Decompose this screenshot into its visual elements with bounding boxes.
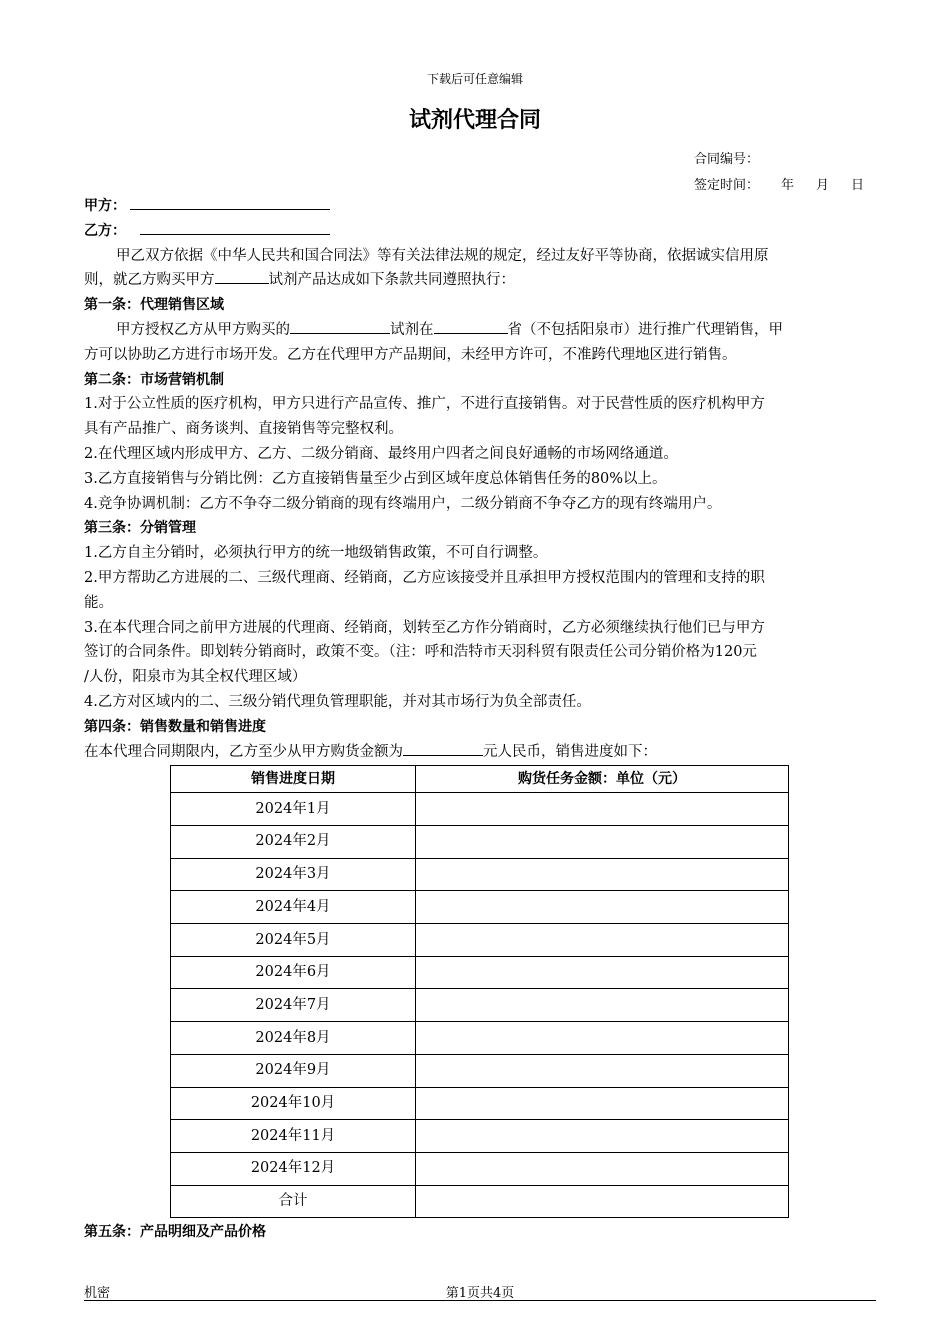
article-5-title: 第五条：产品明细及产品价格 bbox=[84, 1224, 266, 1241]
row-amount-cell[interactable] bbox=[416, 891, 789, 924]
article-3-line: 签订的合同条件。即划转分销商时，政策不变。（注：呼和浩特市天羽科贸有限责任公司分销价格为120元 bbox=[84, 644, 757, 661]
row-total-label: 合计 bbox=[171, 1185, 416, 1218]
table-row bbox=[171, 858, 789, 891]
row-date: 2024年9月 bbox=[171, 1054, 416, 1087]
row-date: 2024年2月 bbox=[171, 826, 416, 859]
row-amount-cell[interactable] bbox=[416, 1054, 789, 1087]
table-row bbox=[171, 1087, 789, 1120]
party-a-blank[interactable] bbox=[130, 194, 330, 210]
article-2-line: 3.乙方直接销售与分销比例：乙方直接销售量至少占到区域年度总体销售任务的80%以上。 bbox=[84, 470, 667, 487]
article-3-title: 第三条：分销管理 bbox=[84, 520, 196, 537]
art4-text-b: 元人民币，销售进度如下： bbox=[483, 743, 657, 760]
row-amount-cell[interactable] bbox=[416, 1022, 789, 1055]
table-row bbox=[171, 1054, 789, 1087]
table-row bbox=[171, 1120, 789, 1153]
province-blank[interactable] bbox=[434, 318, 508, 334]
sign-date-day: 日 bbox=[851, 178, 865, 193]
sales-schedule-table bbox=[170, 765, 789, 1218]
article-1-line-2: 方可以协助乙方进行市场开发。乙方在代理甲方产品期间，未经甲方许可，不准跨代理地区进行销售。 bbox=[84, 346, 737, 363]
row-amount-cell[interactable] bbox=[416, 989, 789, 1022]
row-date: 2024年1月 bbox=[171, 793, 416, 826]
article-3-line: 4.乙方对区域内的二、三级分销代理负管理职能，并对其市场行为负全部责任。 bbox=[84, 693, 591, 710]
party-a-line bbox=[84, 194, 876, 219]
article-2-line: 2.在代理区域内形成甲方、乙方、二级分销商、最终用户四者之间良好通畅的市场网络通道。 bbox=[84, 445, 678, 462]
row-total-cell[interactable] bbox=[416, 1185, 789, 1218]
article-1-line-1 bbox=[84, 318, 876, 343]
row-date: 2024年12月 bbox=[171, 1152, 416, 1185]
amount-blank[interactable] bbox=[403, 740, 483, 756]
intro-line-2 bbox=[84, 268, 876, 293]
footer-confidential: 机密 bbox=[84, 1286, 111, 1301]
row-amount-cell[interactable] bbox=[416, 793, 789, 826]
sign-date-month: 月 bbox=[816, 178, 830, 193]
article-3-line: 1.乙方自主分销时，必须执行甲方的统一地级销售政策，不可自行调整。 bbox=[84, 545, 548, 562]
sign-date-year: 年 bbox=[781, 178, 795, 193]
art1-text-b: 试剂在 bbox=[390, 321, 434, 338]
row-amount-cell[interactable] bbox=[416, 1120, 789, 1153]
intro-line-1: 甲乙双方依据《中华人民共和国合同法》等有关法律法规的规定，经过友好平等协商，依据诚实信用原 bbox=[116, 247, 769, 264]
row-date: 2024年4月 bbox=[171, 891, 416, 924]
contract-body bbox=[84, 194, 876, 1245]
table-total-row bbox=[171, 1185, 789, 1218]
article-3-line: 3.在本代理合同之前甲方进展的代理商、经销商，划转至乙方作分销商时，乙方必须继续执行他们已与甲方 bbox=[84, 619, 765, 636]
table-row bbox=[171, 1022, 789, 1055]
table-row bbox=[171, 924, 789, 957]
article-2-title: 第二条：市场营销机制 bbox=[84, 371, 224, 388]
row-amount-cell[interactable] bbox=[416, 826, 789, 859]
supplier-blank[interactable] bbox=[215, 268, 269, 284]
art4-text-a: 在本代理合同期限内，乙方至少从甲方购货金额为 bbox=[84, 743, 403, 760]
article-2-line: 1.对于公立性质的医疗机构，甲方只进行产品宣传、推广，不进行直接销售。对于民营性质的医疗机构甲方 bbox=[84, 396, 765, 413]
article-4-line bbox=[84, 740, 876, 765]
intro-text-a: 则，就乙方购买甲方 bbox=[84, 272, 215, 289]
article-2-line: 4.竞争协调机制：乙方不争夺二级分销商的现有终端用户，二级分销商不争夺乙方的现有终端用户。 bbox=[84, 495, 722, 512]
table-row bbox=[171, 793, 789, 826]
article-3-line: 能。 bbox=[84, 594, 113, 611]
header-note: 下载后可任意编辑 bbox=[426, 72, 523, 86]
row-amount-cell[interactable] bbox=[416, 924, 789, 957]
table-row bbox=[171, 826, 789, 859]
contract-number-label: 合同编号： bbox=[694, 152, 760, 167]
row-date: 2024年8月 bbox=[171, 1022, 416, 1055]
row-amount-cell[interactable] bbox=[416, 1152, 789, 1185]
intro-text-b: 试剂产品达成如下条款共同遵照执行： bbox=[268, 272, 515, 289]
party-b-label: 乙方： bbox=[84, 222, 126, 239]
row-amount-cell[interactable] bbox=[416, 1087, 789, 1120]
page-title: 试剂代理合同 bbox=[408, 108, 541, 133]
table-row bbox=[171, 891, 789, 924]
article-2-line: 具有产品推广、商务谈判、直接销售等完整权利。 bbox=[84, 421, 403, 438]
table-header-row bbox=[171, 766, 789, 793]
art1-text-a: 甲方授权乙方从甲方购买的 bbox=[116, 321, 290, 338]
article-3-line: /人份，阳泉市为其全权代理区域） bbox=[84, 669, 307, 686]
article-1-title: 第一条：代理销售区域 bbox=[84, 297, 224, 314]
sign-date-label: 签定时间： bbox=[694, 178, 760, 193]
row-date: 2024年7月 bbox=[171, 989, 416, 1022]
footer-page-number: 第1页共4页 bbox=[445, 1286, 515, 1301]
page-footer bbox=[84, 1282, 876, 1301]
table-row bbox=[171, 1152, 789, 1185]
row-date: 2024年3月 bbox=[171, 858, 416, 891]
row-amount-cell[interactable] bbox=[416, 858, 789, 891]
article-4-title: 第四条：销售数量和销售进度 bbox=[84, 718, 266, 735]
sign-date bbox=[694, 174, 864, 193]
table-row bbox=[171, 956, 789, 989]
row-date: 2024年6月 bbox=[171, 956, 416, 989]
row-date: 2024年11月 bbox=[171, 1120, 416, 1153]
party-b-line bbox=[84, 219, 876, 244]
table-header-date: 销售进度日期 bbox=[171, 766, 416, 793]
product-blank[interactable] bbox=[290, 318, 390, 334]
table-row bbox=[171, 989, 789, 1022]
row-date: 2024年10月 bbox=[171, 1087, 416, 1120]
art1-text-c: 省（不包括阳泉市）进行推广代理销售，甲 bbox=[507, 321, 783, 338]
table-header-amount: 购货任务金额：单位（元） bbox=[416, 766, 789, 793]
party-a-label: 甲方： bbox=[84, 198, 126, 214]
row-amount-cell[interactable] bbox=[416, 956, 789, 989]
party-b-blank[interactable] bbox=[140, 219, 330, 235]
article-3-line: 2.甲方帮助乙方进展的二、三级代理商、经销商，乙方应该接受并且承担甲方授权范围内的管理和支持的职 bbox=[84, 569, 765, 586]
row-date: 2024年5月 bbox=[171, 924, 416, 957]
